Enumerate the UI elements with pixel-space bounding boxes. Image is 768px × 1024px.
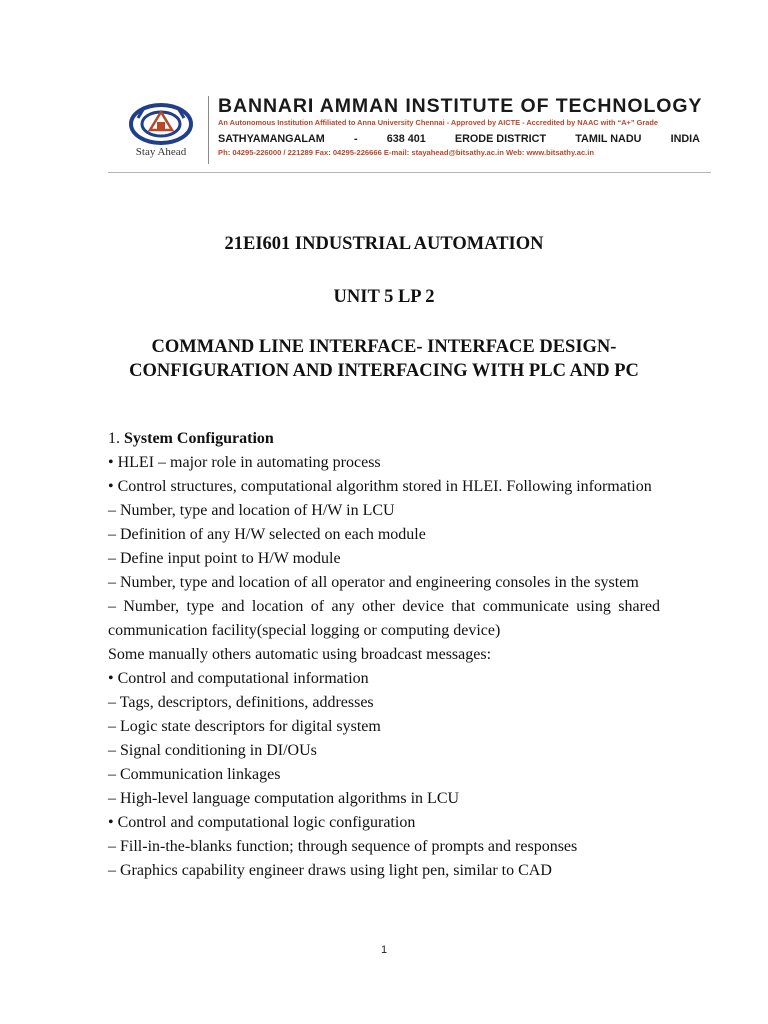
letterhead-text [218,94,711,159]
body-line: – High-level language computation algorithms in LCU [108,790,460,807]
body-line: – Define input point to H/W module [108,550,341,567]
body-line: – Fill-in-the-blanks function; through sequence of prompts and responses [108,838,578,855]
body-line: – Communication linkages [108,766,281,783]
body-line: – Definition of any H/W selected on each module [108,526,426,543]
institution-address [218,131,700,147]
section-heading [108,427,660,451]
institution-affiliation: An Autonomous Institution Affiliated to Anna University Chennai - Approved by AICTE - Accredited by NAAC with “A+” Grade [218,118,658,127]
body-line: – Number, type and location of H/W in LCU [108,502,395,519]
body-line: – Logic state descriptors for digital system [108,718,381,735]
institution-contact: Ph: 04295-226000 / 221289 Fax: 04295-226666 E-mail: stayahead@bitsathy.ac.in Web: www.bitsathy.ac.in [218,148,595,157]
address-district: ERODE DISTRICT [454,133,547,145]
address-country: INDIA [670,133,700,145]
body-line: – Number, type and location of any other device that communicate using shared communication facility(special logging or computing device) [108,598,660,639]
section-title: System Configuration [124,430,274,447]
page-number: 1 [380,944,388,956]
body-line: – Graphics capability engineer draws using light pen, similar to CAD [108,862,552,879]
letterhead [108,92,711,173]
body-line: • Control and computational logic configuration [108,814,416,831]
address-pincode: 638 401 [386,133,426,145]
topic-title: COMMAND LINE INTERFACE- INTERFACE DESIGN- CONFIGURATION AND INTERFACING WITH PLC AND PC [129,337,639,381]
logo-emblem-icon [128,100,194,146]
body-line: Some manually others automatic using broadcast messages: [108,646,492,663]
address-town: SATHYAMANGALAM [218,133,325,145]
section-number: 1. [108,430,120,447]
logo-tagline: Stay Ahead [135,146,187,158]
document-body [108,427,660,883]
address-state: TAMIL NADU [575,133,642,145]
course-title: 21EI601 INDUSTRIAL AUTOMATION [224,234,544,254]
institution-name: BANNARI AMMAN INSTITUTE OF TECHNOLOGY [218,95,703,117]
body-line: • HLEI – major role in automating process [108,454,381,471]
body-line: – Signal conditioning in DI/OUs [108,742,317,759]
unit-title: UNIT 5 LP 2 [333,287,435,307]
institution-logo [122,100,200,162]
body-line: – Number, type and location of all operator and engineering consoles in the system [108,574,639,591]
body-line: • Control and computational information [108,670,369,687]
letterhead-divider [208,96,209,164]
body-line: • Control structures, computational algorithm stored in HLEI. Following information [108,478,652,495]
body-line: – Tags, descriptors, definitions, addresses [108,694,374,711]
address-dash: - [353,133,358,145]
